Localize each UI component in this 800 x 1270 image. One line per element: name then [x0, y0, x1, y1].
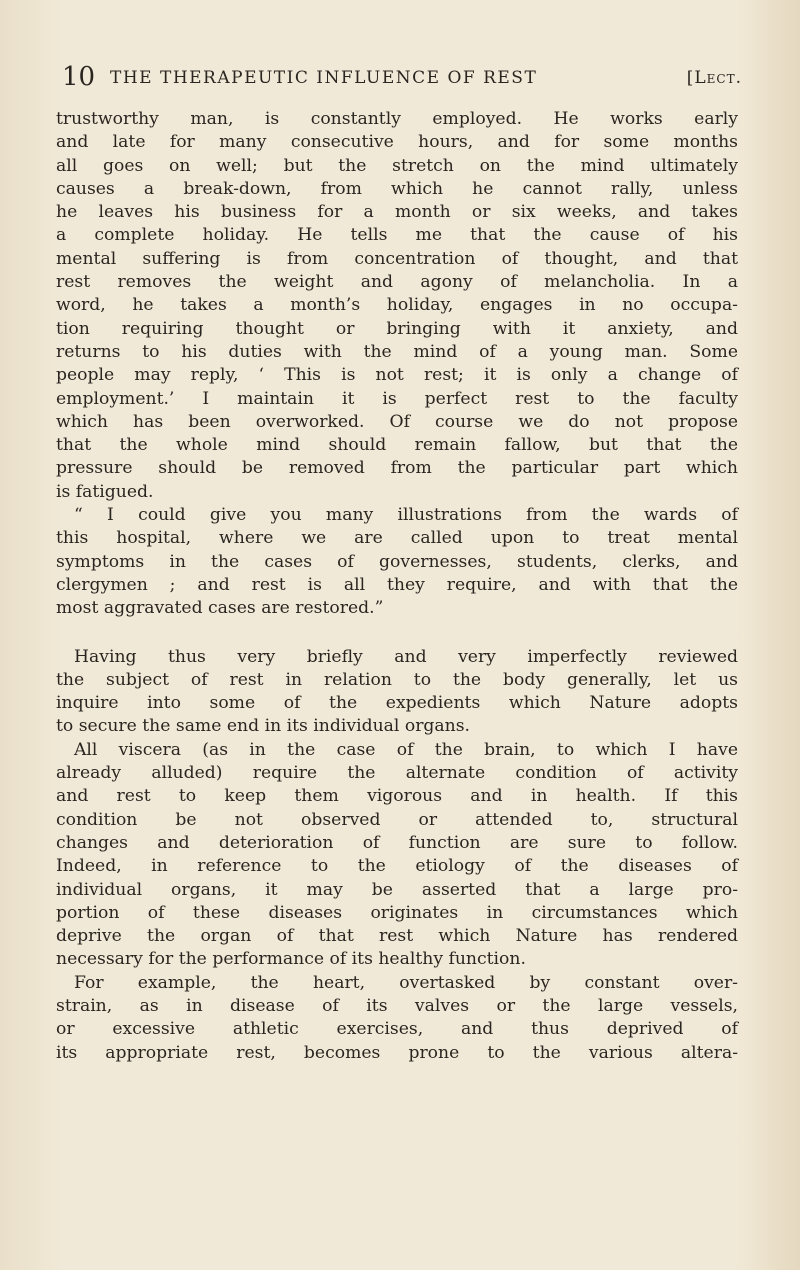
- text-line: changes and deterioration of function are sure to follow.: [56, 832, 738, 853]
- text-line: clergymen ; and rest is all they require, and with that the: [56, 574, 738, 595]
- text-line: necessary for the performance of its healthy function.: [56, 949, 526, 970]
- text-line: this hospital, where we are called upon to treat mental: [56, 528, 738, 549]
- text-line: inquire into some of the expedients which Nature adopts: [56, 693, 738, 714]
- text-line: to secure the same end in its individual organs.: [56, 716, 471, 737]
- text-line: individual organs, it may be asserted that a large pro-: [56, 879, 738, 900]
- text-line: returns to his duties with the mind of a young man. Some: [56, 341, 738, 362]
- text-line: condition be not observed or attended to, structural: [56, 809, 738, 830]
- text-line: already alluded) require the alternate condition of activity: [56, 763, 738, 784]
- text-line: For example, the heart, overtasked by constant over-: [74, 972, 738, 993]
- body-text: [56, 108, 738, 1065]
- text-line: pressure should be removed from the particular part which: [56, 458, 738, 479]
- text-line: and rest to keep them vigorous and in health. If this: [56, 786, 738, 807]
- text-line: he leaves his business for a month or six weeks, and takes: [56, 202, 738, 223]
- paragraph: [56, 739, 738, 972]
- paragraph-gap: [56, 621, 738, 646]
- text-line: all goes on well; but the stretch on the mind ultimately: [56, 155, 738, 176]
- text-line: its appropriate rest, becomes prone to the various altera-: [56, 1042, 738, 1063]
- text-line: trustworthy man, is constantly employed. He works early: [56, 109, 738, 129]
- text-line: “ I could give you many illustrations from the wards of: [74, 505, 738, 526]
- text-line: Having thus very briefly and very imperfectly reviewed: [74, 646, 738, 667]
- text-line: strain, as in disease of its valves or the large vessels,: [56, 995, 738, 1016]
- text-line: employment.’ I maintain it is perfect rest to the faculty: [56, 388, 738, 409]
- text-line: which has been overworked. Of course we do not propose: [56, 411, 738, 432]
- text-line: mental suffering is from concentration of thought, and that: [56, 248, 738, 269]
- text-line: symptoms in the cases of governesses, students, clerks, and: [56, 551, 738, 572]
- running-title: THE THERAPEUTIC INFLUENCE OF REST: [110, 68, 538, 88]
- text-line: people may reply, ‘ This is not rest; it is only a change of: [56, 365, 738, 386]
- lecture-marker: [Lect.: [686, 68, 742, 88]
- text-line: causes a break-down, from which he cannot rally, unless: [56, 178, 738, 199]
- text-line: Indeed, in reference to the etiology of the diseases of: [56, 856, 738, 877]
- text-line: or excessive athletic exercises, and thus deprived of: [56, 1019, 738, 1040]
- page-number: 10: [62, 62, 96, 92]
- text-line: that the whole mind should remain fallow, but that the: [56, 435, 738, 456]
- text-line: deprive the organ of that rest which Nature has rendered: [56, 926, 738, 947]
- running-header: [62, 62, 742, 92]
- text-line: the subject of rest in relation to the body generally, let us: [56, 669, 738, 690]
- text-line: and late for many consecutive hours, and for some months: [56, 132, 738, 153]
- text-line: All viscera (as in the case of the brain, to which I have: [74, 739, 738, 760]
- paragraph: [56, 108, 738, 504]
- paragraph: [56, 504, 738, 620]
- text-line: portion of these diseases originates in circumstances which: [56, 902, 738, 923]
- text-line: rest removes the weight and agony of melancholia. In a: [56, 272, 738, 293]
- paragraph: [56, 646, 738, 739]
- paragraph: [56, 972, 738, 1065]
- text-line: tion requiring thought or bringing with it anxiety, and: [56, 318, 738, 339]
- text-line: a complete holiday. He tells me that the cause of his: [56, 225, 738, 246]
- text-line: most aggravated cases are restored.”: [56, 598, 384, 619]
- text-line: is fatigued.: [56, 481, 154, 502]
- text-line: word, he takes a month’s holiday, engages in no occupa-: [56, 295, 738, 316]
